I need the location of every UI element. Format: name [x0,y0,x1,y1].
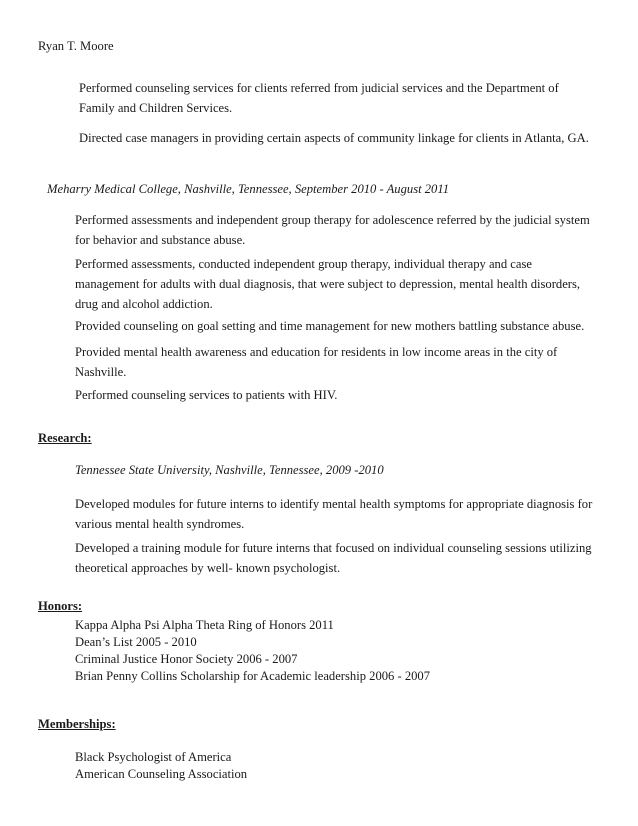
honors-item-3: Criminal Justice Honor Society 2006 - 2007 [75,652,298,666]
research-bullet-2: Developed a training module for future interns that focused on individual counseling sessions utilizing theoretical approaches by well- known psychologist. [75,541,592,575]
research-heading: Research: [38,431,92,445]
meharry-bullet-2: Performed assessments, conducted independent group therapy, individual therapy and case management for adults with dual diagnosis, that were subject to depression, mental health disorders, drug and alcohol addiction. [75,257,581,311]
meharry-bullet-3: Provided counseling on goal setting and time management for new mothers battling substance abuse. [75,319,585,333]
meharry-bullet-1: Performed assessments and independent group therapy for adolescence referred by the judicial system for behavior and substance abuse. [75,213,590,247]
header-name: Ryan T. Moore [38,39,114,53]
meharry-title: Meharry Medical College, Nashville, Tennessee, September 2010 - August 2011 [47,182,449,196]
membership-item-2: American Counseling Association [75,767,248,781]
memberships-heading: Memberships: [38,717,116,731]
prior-bullet-1: Performed counseling services for clients referred from judicial services and the Department of Family and Children Services. [79,81,559,115]
honors-item-4: Brian Penny Collins Scholarship for Academic leadership 2006 - 2007 [75,669,431,683]
research-title: Tennessee State University, Nashville, Tennessee, 2009 -2010 [75,463,384,477]
research-bullet-1: Developed modules for future interns to identify mental health symptoms for appropriate diagnosis for various mental health syndromes. [75,497,593,531]
honors-item-2: Dean’s List 2005 - 2010 [75,635,197,649]
membership-item-1: Black Psychologist of America [75,750,232,764]
meharry-bullet-5: Performed counseling services to patients with HIV. [75,388,338,402]
honors-item-1: Kappa Alpha Psi Alpha Theta Ring of Honors 2011 [75,618,334,632]
meharry-bullet-4: Provided mental health awareness and education for residents in low income areas in the city of Nashville. [75,345,558,379]
prior-bullet-2: Directed case managers in providing certain aspects of community linkage for clients in Atlanta, GA. [79,131,589,145]
honors-heading: Honors: [38,599,83,613]
